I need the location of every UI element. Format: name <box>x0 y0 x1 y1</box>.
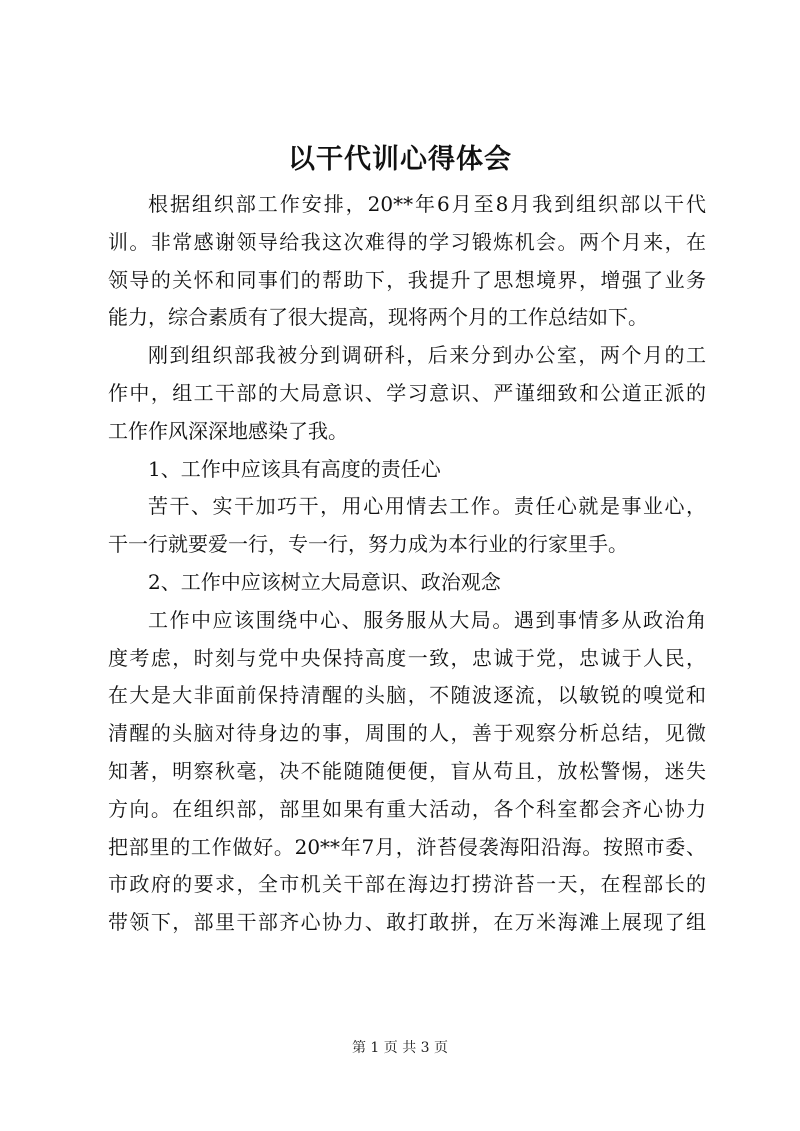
page-number-footer: 第 1 页 共 3 页 <box>351 1040 449 1056</box>
text-line: 带领下，部里干部齐心协力、敢打敢拼，在万米海滩上展现了组 <box>108 910 706 935</box>
text-line: 工作作风深深地感染了我。 <box>108 418 348 443</box>
text-line: 根据组织部工作安排，20**年6月至8月我到组织部以干代 <box>148 192 706 216</box>
text-line: 训。非常感谢领导给我这次难得的学习锻炼机会。两个月来，在 <box>108 229 706 254</box>
text-line: 工作中应该围绕中心、服务服从大局。遇到事情多从政治角 <box>148 607 706 632</box>
text-line: 能力，综合素质有了很大提高，现将两个月的工作总结如下。 <box>108 305 648 330</box>
text-line: 市政府的要求，全市机关干部在海边打捞浒苔一天，在程部长的 <box>108 872 706 897</box>
text-line: 在大是大非面前保持清醒的头脑，不随波逐流，以敏锐的嗅觉和 <box>108 683 706 708</box>
text-line: 领导的关怀和同事们的帮助下，我提升了思想境界，增强了业务 <box>108 267 706 292</box>
section-heading: 2、工作中应该树立大局意识、政治观念 <box>148 569 501 594</box>
section-heading: 1、工作中应该具有高度的责任心 <box>148 456 441 481</box>
text-line: 把部里的工作做好。20**年7月，浒苔侵袭海阳沿海。按照市委、 <box>108 834 706 859</box>
text-line: 刚到组织部我被分到调研科，后来分到办公室，两个月的工 <box>148 343 706 368</box>
document-title: 以干代训心得体会 <box>288 144 512 175</box>
document-body <box>108 186 706 942</box>
text-line: 清醒的头脑对待身边的事，周围的人，善于观察分析总结，见微 <box>108 721 706 746</box>
text-line: 知著，明察秋毫，决不能随随便便，盲从苟且，放松警惕，迷失 <box>108 758 706 783</box>
text-line: 度考虑，时刻与党中央保持高度一致，忠诚于党，忠诚于人民， <box>108 645 706 670</box>
text-line: 苦干、实干加巧干，用心用情去工作。责任心就是事业心， <box>148 494 706 519</box>
text-line: 作中，组工干部的大局意识、学习意识、严谨细致和公道正派的 <box>108 380 706 405</box>
text-line: 干一行就要爱一行，专一行，努力成为本行业的行家里手。 <box>108 532 628 557</box>
text-line: 方向。在组织部，部里如果有重大活动，各个科室都会齐心协力 <box>108 796 706 821</box>
